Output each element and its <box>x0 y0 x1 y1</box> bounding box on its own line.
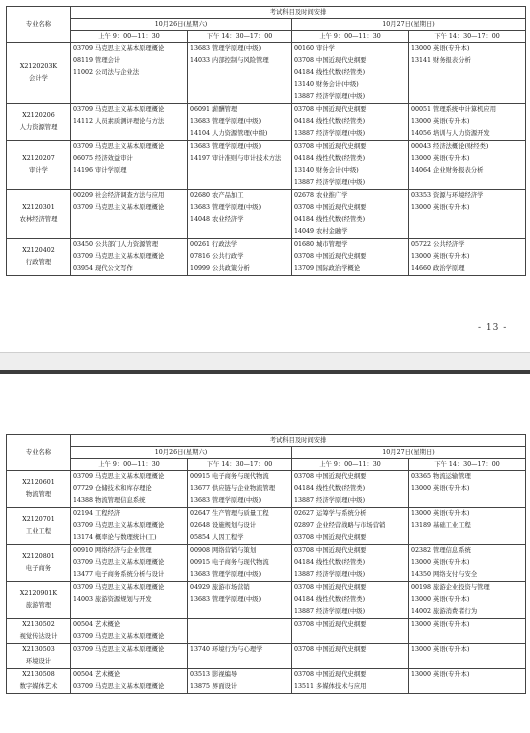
major-column-header: 专业名称 <box>7 7 71 43</box>
course-entry: 04929 旅游市场营销 <box>190 584 250 591</box>
major-code: X2120206 <box>22 112 55 119</box>
course-entry: 03708 中国近现代史纲要 <box>294 204 367 211</box>
course-entry: 00915 电子商务与现代物流 <box>190 559 269 566</box>
day2-am-cell <box>292 471 409 508</box>
course-entry: 13140 财务会计(中级) <box>294 81 359 88</box>
course-entry: 00198 旅游企业投资与管理 <box>411 584 490 591</box>
course-entry: 13683 管理学原理(中级) <box>190 497 262 504</box>
course-entry: 14002 旅游消费者行为 <box>411 608 478 615</box>
course-entry: 11002 公司法与企业法 <box>73 69 140 76</box>
course-entry: 00910 网络经济与企业管理 <box>73 547 152 554</box>
day1-pm-cell <box>188 545 292 582</box>
course-entry: 13683 管理学原理(中级) <box>190 204 262 211</box>
course-entry: 03708 中国近现代史纲要 <box>294 253 367 260</box>
course-entry: 03513 影视编导 <box>190 671 238 678</box>
day2-pm-cell <box>409 619 526 644</box>
course-entry: 13000 英语(专升本) <box>411 485 470 492</box>
day1-am-header: 上午 9：00—11：30 <box>71 31 188 43</box>
day1-header: 10月26日(星期六) <box>71 19 292 31</box>
course-entry: 02382 管理信息系统 <box>411 547 471 554</box>
course-entry: 04184 线性代数(经管类) <box>294 485 366 492</box>
course-entry: 02627 运筹学与系统分析 <box>294 510 367 517</box>
day2-am-header: 上午 9：00—11：30 <box>292 459 409 471</box>
day2-header: 10月27日(星期日) <box>292 19 526 31</box>
course-entry: 01680 城市管理学 <box>294 241 348 248</box>
day2-pm-cell <box>409 104 526 141</box>
course-entry: 13683 管理学原理(中级) <box>190 143 262 150</box>
major-name: 环境设计 <box>25 658 52 665</box>
course-entry: 13000 英语(专升本) <box>411 253 470 260</box>
course-entry: 03709 马克思主义基本原理概论 <box>73 633 165 640</box>
course-entry: 13740 环境行为与心理学 <box>190 646 263 653</box>
table-row <box>7 190 526 239</box>
major-code: X2120203K <box>19 63 58 70</box>
course-entry: 02648 设施规划与设计 <box>190 522 257 529</box>
table-row <box>7 669 526 694</box>
course-entry: 14388 物流管理信息系统 <box>73 497 146 504</box>
major-cell <box>7 669 71 694</box>
course-entry: 13677 供应链与企业物流管理 <box>190 485 276 492</box>
major-code: X2130502 <box>22 621 55 628</box>
course-entry: 03708 中国近现代史纲要 <box>294 473 367 480</box>
day1-pm-cell <box>188 644 292 669</box>
course-entry: 14003 旅游资源规划与开发 <box>73 596 152 603</box>
course-entry: 03709 马克思主义基本原理概论 <box>73 646 165 653</box>
day2-pm-cell <box>409 669 526 694</box>
major-name: 农林经济管理 <box>19 216 58 223</box>
day1-pm-cell <box>188 239 292 276</box>
course-entry: 00908 网络营销与策划 <box>190 547 257 554</box>
major-code: X2120901K <box>19 590 58 597</box>
page-number: - 13 - <box>478 323 508 333</box>
document-page-14 <box>0 374 530 733</box>
course-entry: 13000 英语(专升本) <box>411 671 470 678</box>
course-entry: 14197 审计准则与审计技术方法 <box>190 155 282 162</box>
day2-am-cell <box>292 43 409 104</box>
day2-am-header: 上午 9：00—11：30 <box>292 31 409 43</box>
major-name: 行政管理 <box>25 259 52 266</box>
course-entry: 05854 人因工程学 <box>190 534 244 541</box>
course-entry: 13000 英语(专升本) <box>411 596 470 603</box>
major-code: X2120801 <box>22 553 55 560</box>
course-entry: 03365 物流运输管理 <box>411 473 471 480</box>
course-entry: 00915 电子商务与现代物流 <box>190 473 269 480</box>
day2-am-cell <box>292 104 409 141</box>
day2-pm-cell <box>409 582 526 619</box>
table-row <box>7 619 526 644</box>
exam-schedule-table <box>6 434 526 694</box>
table-row <box>7 545 526 582</box>
day1-am-cell <box>71 619 188 644</box>
day1-header: 10月26日(星期六) <box>71 447 292 459</box>
course-entry: 02897 企业经营战略与市场营销 <box>294 522 386 529</box>
course-entry: 14104 人力资源管理(中级) <box>190 130 268 137</box>
course-entry: 13683 管理学原理(中级) <box>190 596 262 603</box>
course-entry: 13141 财务报表分析 <box>411 57 471 64</box>
table-row <box>7 104 526 141</box>
course-entry: 04184 线性代数(经管类) <box>294 559 366 566</box>
course-entry: 00160 审计学 <box>294 45 335 52</box>
day2-pm-cell <box>409 43 526 104</box>
subject-schedule-header: 考试科目及时间安排 <box>71 7 526 19</box>
day2-pm-cell <box>409 239 526 276</box>
day1-am-cell <box>71 141 188 190</box>
major-name: 审计学 <box>29 167 48 174</box>
major-code: X2130508 <box>22 671 55 678</box>
major-cell <box>7 644 71 669</box>
major-code: X2120402 <box>22 247 55 254</box>
day2-pm-cell <box>409 508 526 545</box>
day2-am-cell <box>292 669 409 694</box>
table-row <box>7 644 526 669</box>
course-entry: 13000 英语(专升本) <box>411 510 470 517</box>
course-entry: 13887 经济学原理(中级) <box>294 93 366 100</box>
major-cell <box>7 141 71 190</box>
course-entry: 00209 社会经济调查方法与应用 <box>73 192 165 199</box>
major-name: 会计学 <box>29 75 48 82</box>
course-entry: 13887 经济学原理(中级) <box>294 571 366 578</box>
course-entry: 13709 国际政治学概论 <box>294 265 361 272</box>
table-row <box>7 582 526 619</box>
schedule-body <box>7 435 526 694</box>
course-entry: 03709 马克思主义基本原理概论 <box>73 45 165 52</box>
course-entry: 13875 界面设计 <box>190 683 238 690</box>
major-name: 人力资源管理 <box>19 124 58 131</box>
day1-am-cell <box>71 669 188 694</box>
major-code: X2130503 <box>22 646 55 653</box>
major-cell <box>7 190 71 239</box>
exam-schedule-table <box>6 6 526 276</box>
course-entry: 13887 经济学原理(中级) <box>294 130 366 137</box>
course-entry: 06075 经济效益审计 <box>73 155 133 162</box>
major-cell <box>7 104 71 141</box>
day1-am-cell <box>71 43 188 104</box>
course-entry: 14196 审计学原理 <box>73 167 127 174</box>
day1-am-cell <box>71 104 188 141</box>
course-entry: 00504 艺术概论 <box>73 621 121 628</box>
major-name: 工业工程 <box>25 528 52 535</box>
course-entry: 14049 农村金融学 <box>294 228 348 235</box>
course-entry: 13683 管理学原理(中级) <box>190 571 262 578</box>
course-entry: 13174 概率论与数理统计(工) <box>73 534 157 541</box>
day1-pm-cell <box>188 43 292 104</box>
course-entry: 03708 中国近现代史纲要 <box>294 584 367 591</box>
course-entry: 03709 马克思主义基本原理概论 <box>73 559 165 566</box>
day1-am-cell <box>71 190 188 239</box>
course-entry: 13189 基础工业工程 <box>411 522 471 529</box>
course-entry: 02647 生产管理与质量工程 <box>190 510 269 517</box>
course-entry: 07816 公共行政学 <box>190 253 244 260</box>
major-cell <box>7 471 71 508</box>
day2-pm-header: 下午 14：30—17：00 <box>409 459 526 471</box>
day1-pm-cell <box>188 104 292 141</box>
day1-pm-cell <box>188 582 292 619</box>
course-entry: 13511 多媒体技术与应用 <box>294 683 367 690</box>
course-entry: 14064 企业财务报表分析 <box>411 167 484 174</box>
course-entry: 14048 农业经济学 <box>190 216 244 223</box>
course-entry: 10999 公共政策分析 <box>190 265 250 272</box>
course-entry: 03709 马克思主义基本原理概论 <box>73 683 165 690</box>
course-entry: 03708 中国近现代史纲要 <box>294 57 367 64</box>
major-code: X2120601 <box>22 479 55 486</box>
course-entry: 03708 中国近现代史纲要 <box>294 534 367 541</box>
day2-pm-cell <box>409 190 526 239</box>
course-entry: 03709 马克思主义基本原理概论 <box>73 106 165 113</box>
day2-pm-cell <box>409 471 526 508</box>
day1-am-cell <box>71 508 188 545</box>
course-entry: 13683 管理学原理(中级) <box>190 118 262 125</box>
course-entry: 13000 英语(专升本) <box>411 559 470 566</box>
major-cell <box>7 43 71 104</box>
course-entry: 08119 管理会计 <box>73 57 121 64</box>
table-row <box>7 43 526 104</box>
course-entry: 03708 中国近现代史纲要 <box>294 646 367 653</box>
document-page-13 <box>0 0 530 352</box>
day2-am-cell <box>292 190 409 239</box>
course-entry: 13000 英语(专升本) <box>411 118 470 125</box>
major-cell <box>7 619 71 644</box>
course-entry: 13000 英语(专升本) <box>411 45 470 52</box>
major-name: 电子商务 <box>25 565 52 572</box>
course-entry: 02194 工程经济 <box>73 510 121 517</box>
course-entry: 13000 英语(专升本) <box>411 204 470 211</box>
course-entry: 03708 中国近现代史纲要 <box>294 106 367 113</box>
day2-am-cell <box>292 644 409 669</box>
day2-pm-cell <box>409 141 526 190</box>
course-entry: 02680 农产品加工 <box>190 192 244 199</box>
day1-am-cell <box>71 644 188 669</box>
day2-pm-cell <box>409 545 526 582</box>
course-entry: 03954 现代公文写作 <box>73 265 133 272</box>
course-entry: 14660 政治学原理 <box>411 265 465 272</box>
course-entry: 06091 薪酬管理 <box>190 106 238 113</box>
course-entry: 14033 内部控制与风险管理 <box>190 57 269 64</box>
course-entry: 04184 线性代数(经管类) <box>294 596 366 603</box>
major-name: 数字媒体艺术 <box>19 683 58 690</box>
course-entry: 13000 英语(专升本) <box>411 155 470 162</box>
day1-pm-header: 下午 14：30—17：00 <box>188 31 292 43</box>
course-entry: 04184 线性代数(经管类) <box>294 155 366 162</box>
major-code: X2120701 <box>22 516 55 523</box>
day2-am-cell <box>292 582 409 619</box>
course-entry: 00043 经济法概论(财经类) <box>411 143 489 150</box>
course-entry: 13887 经济学原理(中级) <box>294 179 366 186</box>
table-row <box>7 239 526 276</box>
day2-pm-header: 下午 14：30—17：00 <box>409 31 526 43</box>
course-entry: 03708 中国近现代史纲要 <box>294 621 367 628</box>
course-entry: 00051 管理系统中计算机应用 <box>411 106 497 113</box>
day1-pm-cell <box>188 471 292 508</box>
major-cell <box>7 582 71 619</box>
course-entry: 03709 马克思主义基本原理概论 <box>73 143 165 150</box>
course-entry: 05722 公共经济学 <box>411 241 465 248</box>
day2-am-cell <box>292 141 409 190</box>
course-entry: 13000 英语(专升本) <box>411 621 470 628</box>
course-entry: 03708 中国近现代史纲要 <box>294 547 367 554</box>
course-entry: 14350 网络支付与安全 <box>411 571 478 578</box>
page-separator <box>0 352 530 374</box>
course-entry: 13000 英语(专升本) <box>411 646 470 653</box>
course-entry: 02678 农业推广学 <box>294 192 348 199</box>
table-row <box>7 141 526 190</box>
day1-am-cell <box>71 545 188 582</box>
course-entry: 00504 艺术概论 <box>73 671 121 678</box>
day1-pm-cell <box>188 141 292 190</box>
course-entry: 03709 马克思主义基本原理概论 <box>73 204 165 211</box>
course-entry: 03709 马克思主义基本原理概论 <box>73 584 165 591</box>
major-column-header: 专业名称 <box>7 435 71 471</box>
course-entry: 03708 中国近现代史纲要 <box>294 143 367 150</box>
course-entry: 03708 中国近现代史纲要 <box>294 671 367 678</box>
major-name: 旅游管理 <box>25 602 52 609</box>
course-entry: 03709 马克思主义基本原理概论 <box>73 522 165 529</box>
course-entry: 04184 线性代数(经管类) <box>294 69 366 76</box>
course-entry: 04184 线性代数(经管类) <box>294 216 366 223</box>
course-entry: 07729 仓储技术和库存理论 <box>73 485 152 492</box>
course-entry: 03709 马克思主义基本原理概论 <box>73 253 165 260</box>
day1-am-cell <box>71 239 188 276</box>
major-cell <box>7 545 71 582</box>
day1-am-header: 上午 9：00—11：30 <box>71 459 188 471</box>
day2-am-cell <box>292 545 409 582</box>
day1-pm-cell <box>188 190 292 239</box>
day2-header: 10月27日(星期日) <box>292 447 526 459</box>
course-entry: 13477 电子商务系统分析与设计 <box>73 571 165 578</box>
course-entry: 13140 财务会计(中级) <box>294 167 359 174</box>
major-cell <box>7 508 71 545</box>
subject-schedule-header: 考试科目及时间安排 <box>71 435 526 447</box>
course-entry: 14112 人员素质测评理论与方法 <box>73 118 165 125</box>
day2-am-cell <box>292 619 409 644</box>
major-code: X2120301 <box>22 204 55 211</box>
day2-am-cell <box>292 239 409 276</box>
page-separator-edge <box>0 352 530 353</box>
day1-pm-header: 下午 14：30—17：00 <box>188 459 292 471</box>
course-entry: 03709 马克思主义基本原理概论 <box>73 473 165 480</box>
day1-am-cell <box>71 471 188 508</box>
schedule-body <box>7 7 526 276</box>
course-entry: 14056 培训与人力资源开发 <box>411 130 490 137</box>
day1-pm-cell <box>188 619 292 644</box>
course-entry: 13887 经济学原理(中级) <box>294 497 366 504</box>
course-entry: 13887 经济学原理(中级) <box>294 608 366 615</box>
day1-pm-cell <box>188 669 292 694</box>
major-cell <box>7 239 71 276</box>
day2-am-cell <box>292 508 409 545</box>
major-name: 物流管理 <box>25 491 52 498</box>
course-entry: 03353 资源与环境经济学 <box>411 192 484 199</box>
day1-pm-cell <box>188 508 292 545</box>
course-entry: 04184 线性代数(经管类) <box>294 118 366 125</box>
table-row <box>7 508 526 545</box>
major-code: X2120207 <box>22 155 55 162</box>
day2-pm-cell <box>409 644 526 669</box>
course-entry: 13683 管理学原理(中级) <box>190 45 262 52</box>
course-entry: 03450 公共部门人力资源管理 <box>73 241 159 248</box>
day1-am-cell <box>71 582 188 619</box>
table-row <box>7 471 526 508</box>
major-name: 视觉传达设计 <box>19 633 58 640</box>
course-entry: 00261 行政法学 <box>190 241 238 248</box>
